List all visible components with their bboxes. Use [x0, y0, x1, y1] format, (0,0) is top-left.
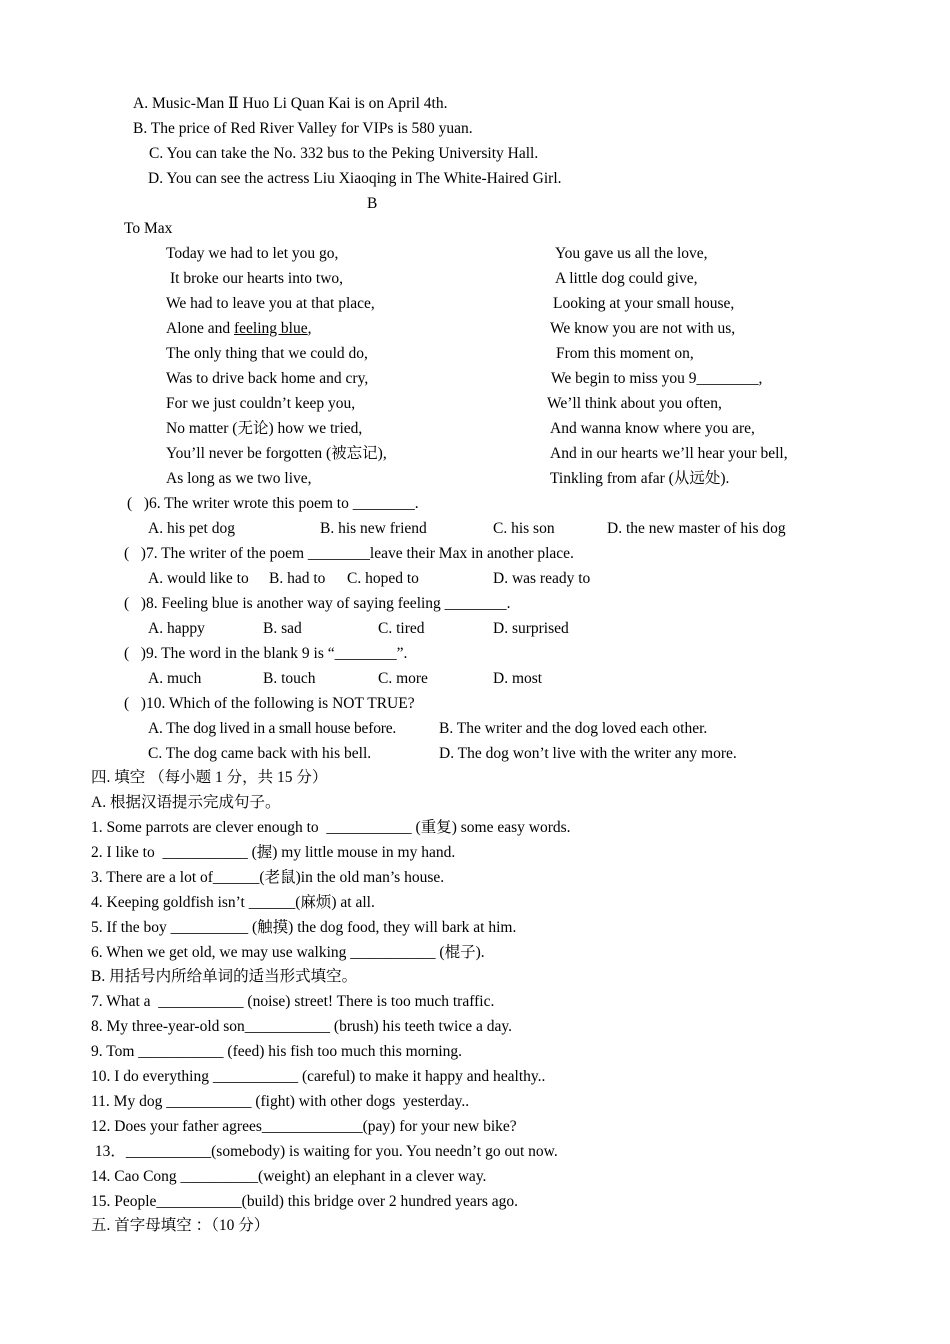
option-a-line: A. Music-Man Ⅱ Huo Li Quan Kai is on April 4th.	[133, 95, 448, 112]
fill-item: 11. My dog ___________ (fight) with other dogs yesterday..	[91, 1093, 470, 1110]
poem-right-line: A little dog could give,	[555, 270, 698, 287]
fill-item: 2. I like to ___________ (握) my little mouse in my hand.	[91, 844, 456, 861]
fill-item: 14. Cao Cong __________(weight) an elephant in a clever way.	[91, 1168, 487, 1185]
poem-left-line: No matter (无论) how we tried,	[166, 420, 363, 437]
poem-left-line: For we just couldn’t keep you,	[166, 395, 356, 412]
poem-left-line: Alone and feeling blue,	[166, 320, 312, 337]
poem-right-line: And in our hearts we’ll hear your bell,	[550, 445, 788, 462]
poem-right-line: And wanna know where you are,	[550, 420, 755, 437]
option-b-line: B. The price of Red River Valley for VIPs is 580 yuan.	[133, 120, 473, 137]
option-c-line: C. You can take the No. 332 bus to the Peking University Hall.	[149, 145, 539, 162]
section-4-part-b-heading: B. 用括号内所给单词的适当形式填空。	[91, 968, 358, 985]
poem-right-line: You gave us all the love,	[555, 245, 708, 262]
poem-right-line: We’ll think about you often,	[547, 395, 722, 412]
section-5-title: 五. 首字母填空 ：（10 分）	[91, 1217, 270, 1234]
question-7-stem: ( )7. The writer of the poem ________leave their Max in another place.	[124, 545, 574, 562]
poem-right-line: Looking at your small house,	[553, 295, 735, 312]
q7-option-a: A. would like to	[148, 570, 249, 587]
poem-right-line: We know you are not with us,	[550, 320, 736, 337]
q6-option-a: A. his pet dog	[148, 520, 235, 537]
q10-option-d: D. The dog won’t live with the writer any more.	[439, 745, 737, 762]
poem-right-line: We begin to miss you 9________,	[551, 370, 763, 387]
q7-option-d: D. was ready to	[493, 570, 591, 587]
fill-item: 3. There are a lot of______(老鼠)in the old man’s house.	[91, 869, 445, 886]
q8-option-a: A. happy	[148, 620, 205, 637]
q8-option-d: D. surprised	[493, 620, 569, 637]
question-6-stem: ( )6. The writer wrote this poem to ________.	[127, 495, 419, 512]
fill-item: 13．___________(somebody) is waiting for you. You needn’t go out now.	[91, 1143, 558, 1160]
fill-item: 7. What a ___________ (noise) street! There is too much traffic.	[91, 993, 495, 1010]
fill-item: 10. I do everything ___________ (careful) to make it happy and healthy..	[91, 1068, 546, 1085]
q6-option-d: D. the new master of his dog	[607, 520, 786, 537]
q7-option-b: B. had to	[269, 570, 326, 587]
q10-option-c: C. The dog came back with his bell.	[148, 745, 372, 762]
poem-title: To Max	[124, 220, 173, 237]
poem-right-line: From this moment on,	[556, 345, 694, 362]
q6-option-c: C. his son	[493, 520, 555, 537]
fill-item: 9. Tom ___________ (feed) his fish too much this morning.	[91, 1043, 463, 1060]
q9-option-d: D. most	[493, 670, 543, 687]
section-4-part-a-heading: A. 根据汉语提示完成句子。	[91, 794, 281, 811]
q6-option-b: B. his new friend	[320, 520, 427, 537]
poem-left-line: It broke our hearts into two,	[170, 270, 344, 287]
question-8-stem: ( )8. Feeling blue is another way of saying feeling ________.	[124, 595, 511, 612]
fill-item: 8. My three-year-old son___________ (brush) his teeth twice a day.	[91, 1018, 512, 1035]
fill-item: 1. Some parrots are clever enough to ___________ (重复) some easy words.	[91, 819, 571, 836]
q8-option-c: C. tired	[378, 620, 425, 637]
question-9-stem: ( )9. The word in the blank 9 is “________”.	[124, 645, 408, 662]
q10-option-a: A. The dog lived in a small house before.	[148, 720, 397, 737]
fill-item: 5. If the boy __________ (触摸) the dog food, they will bark at him.	[91, 919, 517, 936]
poem-left-line: Was to drive back home and cry,	[166, 370, 369, 387]
poem-left-line: We had to leave you at that place,	[166, 295, 375, 312]
section-4-title: 四. 填空 （每小题 1 分，共 15 分）	[91, 769, 328, 786]
q7-option-c: C. hoped to	[347, 570, 419, 587]
q9-option-b: B. touch	[263, 670, 316, 687]
question-10-stem: ( )10. Which of the following is NOT TRUE?	[124, 695, 415, 712]
q9-option-a: A. much	[148, 670, 202, 687]
q10-option-b: B. The writer and the dog loved each other.	[439, 720, 708, 737]
poem-left-line: You’ll never be forgotten (被忘记),	[166, 445, 387, 462]
fill-item: 4. Keeping goldfish isn’t ______(麻烦) at all.	[91, 894, 375, 911]
poem-right-line: Tinkling from afar (从远处).	[550, 470, 730, 487]
fill-item: 15. People___________(build) this bridge over 2 hundred years ago.	[91, 1193, 519, 1210]
poem-left-line: Today we had to let you go,	[166, 245, 339, 262]
poem-left-line: As long as we two live,	[166, 470, 312, 487]
section-b-label: B	[367, 195, 378, 212]
poem-left-line: The only thing that we could do,	[166, 345, 368, 362]
feeling-blue-underlined: feeling blue	[234, 320, 308, 337]
fill-item: 12. Does your father agrees_____________(pay) for your new bike?	[91, 1118, 517, 1135]
q8-option-b: B. sad	[263, 620, 302, 637]
fill-item: 6. When we get old, we may use walking ___________ (棍子).	[91, 944, 485, 961]
q9-option-c: C. more	[378, 670, 428, 687]
option-d-line: D. You can see the actress Liu Xiaoqing in The White-Haired Girl.	[148, 170, 562, 187]
